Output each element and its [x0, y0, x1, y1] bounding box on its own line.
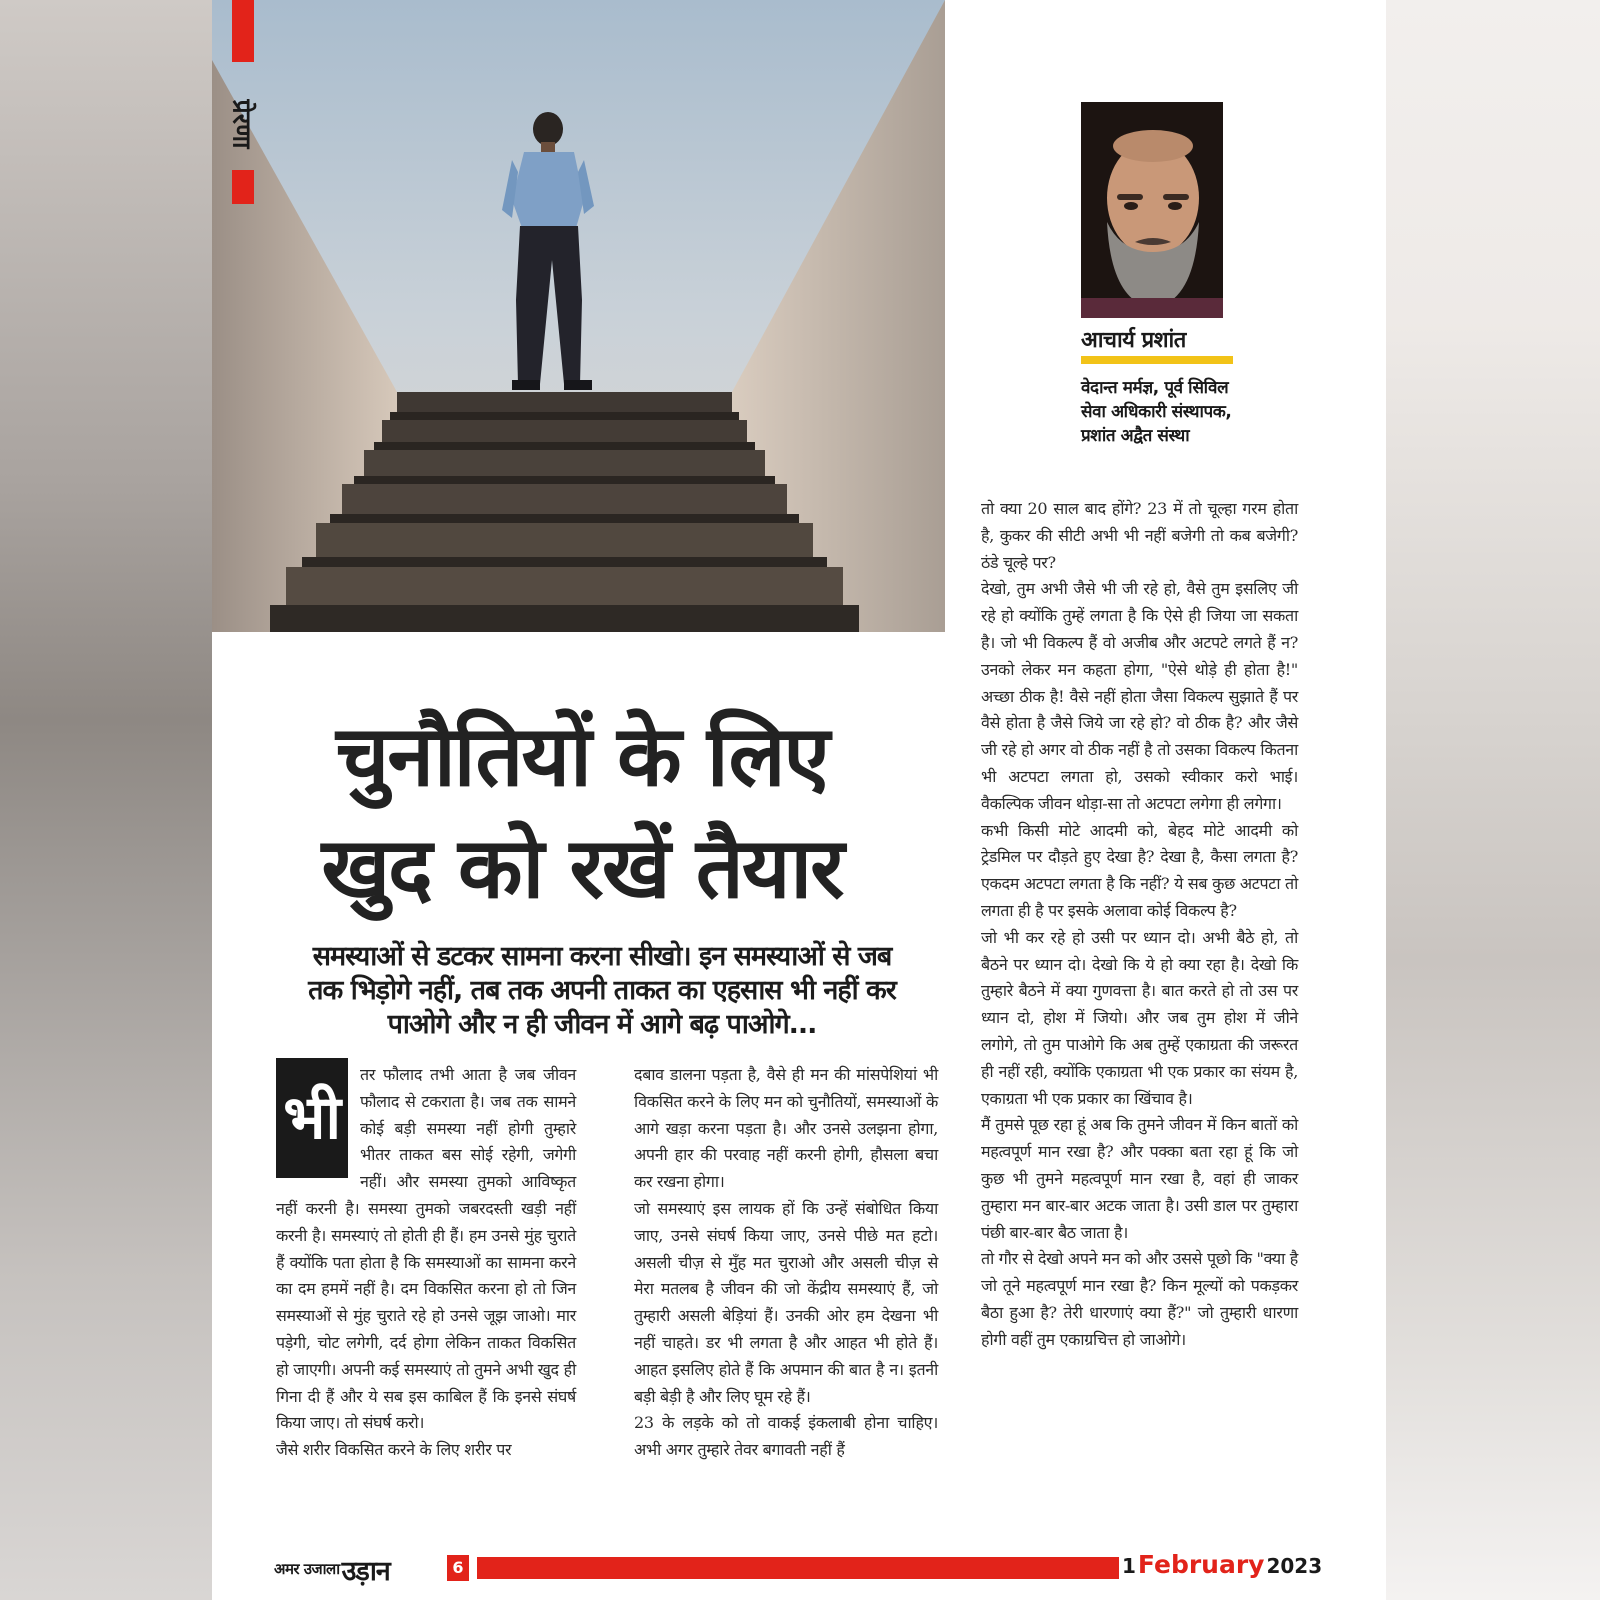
background-left — [0, 0, 212, 1600]
headline — [232, 700, 932, 924]
stairs-illustration — [212, 0, 945, 632]
issue-date-year: 2023 — [1266, 1554, 1323, 1578]
paragraph: जैसे शरीर विकसित करने के लिए शरीर पर — [276, 1440, 512, 1460]
section-tab-top-bar — [232, 0, 254, 62]
issue-date — [1122, 1550, 1323, 1579]
author-name: आचार्य प्रशांत — [1081, 328, 1186, 353]
issue-date-month: February — [1137, 1550, 1265, 1579]
issue-date-day: 1 — [1122, 1554, 1136, 1578]
magazine-page — [212, 0, 1386, 1600]
paragraph: 23 के लड़के को तो वाकई इंकलाबी होना चाहिए। अभी अगर तुम्हारे तेवर बगावती नहीं हैं — [634, 1413, 938, 1460]
paragraph: दबाव डालना पड़ता है, वैसे ही मन की मांसपेशियां भी विकसित करने के लिए मन को चुनौतियों, समस्याओं के आगे खड़ा करना पड़ता है। और उनसे उलझना होगा, अपनी हार की परवाह नहीं करनी होगी, हौसला बचा कर रखना होगा। — [634, 1065, 938, 1192]
author-name-underline — [1081, 356, 1233, 364]
section-tab-bottom-bar — [232, 170, 254, 204]
headline-line-2: खुद को रखें तैयार — [321, 819, 843, 917]
section-label: प्रेरणा — [227, 99, 257, 149]
body-column-2 — [634, 1062, 938, 1464]
paragraph: देखो, तुम अभी जैसे भी जी रहे हो, वैसे तुम इसलिए जी रहे हो क्योंकि तुम्हें लगता है कि ऐसे ही जिया जा सकता है। जो भी विकल्प हैं वो अजीब और अटपटे लगते हैं न? उनको लेकर मन कहता होगा, "ऐसे थोड़े ही होता है!" अच्छा ठीक है! वैसे नहीं होता जैसा विकल्प सुझाते हैं पर वैसे होता है जैसे जिये जा रहे हो? वो ठीक है? और जैसे जी रहे हो अगर वो ठीक नहीं है तो उसका विकल्प कितना भी अटपटा लगता हो, उसको स्वीकार करो भाई। वैकल्पिक जीवन थोड़ा-सा तो अटपटा लगेगा ही लगेगा। — [981, 579, 1298, 813]
background-right — [1386, 0, 1600, 1600]
author-desc-line: सेवा अधिकारी संस्थापक, — [1081, 402, 1232, 422]
paragraph: कभी किसी मोटे आदमी को, बेहद मोटे आदमी को ट्रेडमिल पर दौड़ते हुए देखा है? देखा है, कैसा लगता है? एकदम अटपटा लगता है कि नहीं? ये सब कुछ अटपटा तो लगता ही है पर इसके अलावा कोई विकल्प है? — [981, 820, 1298, 920]
author-desc-line: वेदान्त मर्मज्ञ, पूर्व सिविल — [1081, 378, 1229, 398]
standfirst-line-1: समस्याओं से डटकर सामना करना सीखो। इन समस्याओं से जब — [312, 941, 892, 972]
body-column-1 — [276, 1062, 576, 1464]
paragraph: जो समस्याएं इस लायक हों कि उन्हें संबोधित किया जाए, उनसे संघर्ष किया जाए, उनसे पीछे मत हटो। असली चीज़ से मुँह मत चुराओ और असली चीज़ से मेरा मतलब है जीवन की जो केंद्रीय समस्याएं हैं, जो तुम्हारी असली बेड़ियां हैं। उनकी ओर हम देखना भी नहीं चाहते। डर भी लगता है और आहत भी होते हैं। आहत इसलिए होते हैं कि अपमान की बात है न। इतनी बड़ी बेड़ी है और लिए घूम रहे हैं। — [634, 1198, 938, 1406]
standfirst-line-2: तक भिड़ोगे नहीं, तब तक अपनी ताकत का एहसास भी नहीं कर — [308, 975, 896, 1006]
headline-line-1: चुनौतियों के लिए — [336, 707, 828, 805]
author-description — [1081, 376, 1291, 448]
author-desc-line: प्रशांत अद्वैत संस्था — [1081, 426, 1190, 446]
paragraph: जो भी कर रहे हो उसी पर ध्यान दो। अभी बैठे हो, तो बैठने पर ध्यान दो। देखो कि ये हो क्या रहा है। देखो कि तुम्हारे बैठने में क्या गुणवत्ता है। बात करते हो तो उस पर ध्यान दो, होश में जियो। और जब तुम होश में जीने लगोगे, तो तुम पाओगे कि अब तुम्हें एकाग्रता की जरूरत ही नहीं रही, क्योंकि एकाग्रता भी एक प्रकार का संयम है, एकाग्रता भी एक प्रकार का खिंचाव है। — [981, 927, 1298, 1108]
standfirst — [262, 940, 942, 1042]
logo-brand-big: उड़ान — [341, 1555, 390, 1587]
publication-logo — [274, 1554, 390, 1587]
paragraph: तर फौलाद तभी आता है जब जीवन फौलाद से टकराता है। जब तक सामने कोई बड़ी समस्या नहीं होगी तुम्हारे भीतर ताकत बस सोई रहेगी, जगेगी नहीं। और समस्या तुमको आविष्कृत नहीं करनी है। समस्या तुमको जबरदस्ती खड़ी नहीं करनी है। समस्याएं तो होती ही हैं। हम उनसे मुंह चुराते हैं क्योंकि पता होता है कि समस्याओं का सामना करने का दम हममें नहीं है। दम विकसित करना हो तो जिन समस्याओं से मुंह चुराते रहे हो उनसे जूझ जाओ। मार पड़ेगी, चोट लगेगी, दर्द होगा लेकिन ताकत विकसित हो जाएगी। अपनी कई समस्याएं तो तुमने अभी खुद ही गिना दी हैं और ये सब इस काबिल हैं कि इनसे संघर्ष किया जाए। तो संघर्ष करो। — [276, 1065, 576, 1433]
footer-red-bar — [477, 1557, 1119, 1579]
dropcap: भी — [276, 1058, 348, 1178]
paragraph: तो क्या 20 साल बाद होंगे? 23 में तो चूल्हा गरम होता है, कुकर की सीटी अभी भी नहीं बजेगी तो कब बजेगी? ठंडे चूल्हे पर? — [981, 499, 1298, 572]
logo-brand-small: अमर उजाला — [274, 1560, 340, 1578]
page-number: 6 — [447, 1555, 469, 1581]
author-portrait — [1081, 102, 1223, 318]
author-portrait-illustration — [1081, 102, 1223, 318]
hero-photo — [212, 0, 945, 632]
paragraph: तो गौर से देखो अपने मन को और उससे पूछो कि "क्या है जो तूने महत्वपूर्ण मान रखा है? किन मूल्यों को पकड़कर बैठा हुआ है? तेरी धारणाएं क्या हैं?" जो तुम्हारी धारणा होगी वहीं तुम एकाग्रचित्त हो जाओगे। — [981, 1249, 1298, 1349]
standfirst-line-3: पाओगे और न ही जीवन में आगे बढ़ पाओगे... — [387, 1009, 817, 1040]
paragraph: मैं तुमसे पूछ रहा हूं अब कि तुमने जीवन में किन बातों को महत्वपूर्ण मान रखा है? और पक्का बता रहा हूं कि जो कुछ भी तुमने महत्वपूर्ण मान रखा है, वहां ही जाकर तुम्हारा मन बार-बार अटक जाता है। उसी डाल पर तुम्हारा पंछी बार-बार बैठ जाता है। — [981, 1115, 1298, 1242]
body-column-3 — [981, 496, 1298, 1354]
